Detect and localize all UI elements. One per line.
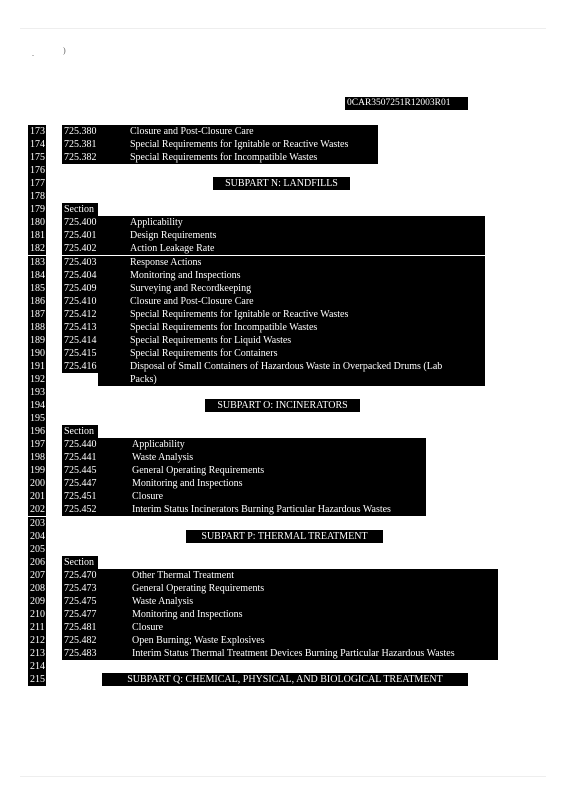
- stray-paren-mark: ): [63, 46, 66, 55]
- section-number: 725.451: [64, 491, 97, 502]
- section-title: Special Requirements for Incompatible Wastes: [128, 151, 378, 164]
- section-title: Closure: [130, 490, 426, 503]
- row-fill: [98, 503, 130, 516]
- section-number: 725.482: [64, 635, 97, 646]
- section-number: 725.380: [64, 126, 97, 137]
- row-fill: [98, 256, 128, 269]
- scan-edge-top: [20, 28, 546, 29]
- section-title: Closure and Post-Closure Care: [128, 125, 378, 138]
- row-fill: [98, 582, 130, 595]
- section-title: Response Actions: [128, 256, 485, 269]
- section-number: 725.447: [64, 478, 97, 489]
- row-fill: [98, 125, 128, 138]
- section-number: 725.400: [64, 217, 97, 228]
- section-number: 725.410: [64, 296, 97, 307]
- line-number: 173: [30, 126, 45, 137]
- row-fill: [98, 595, 130, 608]
- section-title: Waste Analysis: [130, 595, 498, 608]
- section-title: Special Requirements for Ignitable or Reactive Wastes: [128, 138, 378, 151]
- row-fill: [98, 490, 130, 503]
- row-fill: [98, 321, 128, 334]
- section-number: 725.414: [64, 335, 97, 346]
- line-number: 182: [30, 243, 45, 254]
- row-fill: [98, 269, 128, 282]
- section-title: Open Burning; Waste Explosives: [130, 634, 498, 647]
- section-title: Special Requirements for Liquid Wastes: [128, 334, 485, 347]
- line-number: 184: [30, 270, 45, 281]
- row-fill: [98, 138, 128, 151]
- line-number: 183: [30, 257, 45, 268]
- row-fill: [98, 464, 130, 477]
- section-title: Applicability: [130, 438, 426, 451]
- section-number: 725.401: [64, 230, 97, 241]
- section-title: General Operating Requirements: [130, 464, 426, 477]
- subpart-heading: SUBPART P: THERMAL TREATMENT: [186, 530, 383, 543]
- line-number: 202: [30, 504, 45, 515]
- subpart-heading: SUBPART Q: CHEMICAL, PHYSICAL, AND BIOLOGICAL TREATMENT: [102, 673, 468, 686]
- document-id: 0CAR3507251R12003R01: [345, 97, 468, 110]
- row-fill: [98, 608, 130, 621]
- line-number: 193: [30, 387, 45, 398]
- line-number: 203: [30, 518, 45, 529]
- line-number: 179: [30, 204, 45, 215]
- section-number: 725.440: [64, 439, 97, 450]
- row-fill: [98, 347, 128, 360]
- line-number: 188: [30, 322, 45, 333]
- row-fill: [98, 295, 128, 308]
- line-number: 208: [30, 583, 45, 594]
- line-number: 209: [30, 596, 45, 607]
- section-number: 725.404: [64, 270, 97, 281]
- row-fill: [98, 647, 130, 660]
- section-title: Closure: [130, 621, 498, 634]
- row-fill: [98, 621, 130, 634]
- line-number: 187: [30, 309, 45, 320]
- row-fill: [98, 569, 130, 582]
- section-column-label: Section: [62, 425, 98, 438]
- line-number: 175: [30, 152, 45, 163]
- section-title: Disposal of Small Containers of Hazardous Waste in Overpacked Drums (Lab: [128, 360, 485, 373]
- line-number: 204: [30, 531, 45, 542]
- section-number: 725.409: [64, 283, 97, 294]
- section-number: 725.475: [64, 596, 97, 607]
- line-number: 200: [30, 478, 45, 489]
- line-number: 185: [30, 283, 45, 294]
- row-fill: [98, 216, 128, 229]
- line-number: 210: [30, 609, 45, 620]
- section-number: 725.477: [64, 609, 97, 620]
- row-fill: [98, 308, 128, 321]
- subpart-heading: SUBPART O: INCINERATORS: [205, 399, 360, 412]
- row-fill: [98, 334, 128, 347]
- section-number: 725.481: [64, 622, 97, 633]
- line-number: 211: [30, 622, 45, 633]
- section-title: Interim Status Incinerators Burning Particular Hazardous Wastes: [130, 503, 426, 516]
- section-number: 725.403: [64, 257, 97, 268]
- section-title: Special Requirements for Incompatible Wastes: [128, 321, 485, 334]
- line-number: 214: [30, 661, 45, 672]
- scan-edge-bottom: [20, 776, 546, 777]
- row-fill: [98, 151, 128, 164]
- section-number: 725.416: [64, 361, 97, 372]
- section-title: Design Requirements: [128, 229, 485, 242]
- line-number: 180: [30, 217, 45, 228]
- section-title: Interim Status Thermal Treatment Devices Burning Particular Hazardous Wastes: [130, 647, 498, 660]
- line-number: 178: [30, 191, 45, 202]
- row-fill: [98, 360, 128, 373]
- line-number: 181: [30, 230, 45, 241]
- section-number: 725.402: [64, 243, 97, 254]
- section-number: 725.381: [64, 139, 97, 150]
- line-number: 201: [30, 491, 45, 502]
- row-fill: [98, 438, 130, 451]
- section-title: Action Leakage Rate: [128, 242, 485, 255]
- section-number: 725.413: [64, 322, 97, 333]
- stray-dot-mark: .: [32, 49, 34, 58]
- line-number: 206: [30, 557, 45, 568]
- section-column-label: Section: [62, 556, 98, 569]
- line-number: 192: [30, 374, 45, 385]
- section-title: Closure and Post-Closure Care: [128, 295, 485, 308]
- section-title: Applicability: [128, 216, 485, 229]
- line-number: 195: [30, 413, 45, 424]
- line-number: 199: [30, 465, 45, 476]
- section-number: 725.483: [64, 648, 97, 659]
- line-number: 213: [30, 648, 45, 659]
- line-number: 189: [30, 335, 45, 346]
- line-number: 197: [30, 439, 45, 450]
- row-fill: [98, 282, 128, 295]
- section-title: Other Thermal Treatment: [130, 569, 498, 582]
- section-column-label: Section: [62, 203, 98, 216]
- row-fill: [98, 451, 130, 464]
- line-number: 190: [30, 348, 45, 359]
- section-title: Waste Analysis: [130, 451, 426, 464]
- line-number: 194: [30, 400, 45, 411]
- line-number: 176: [30, 165, 45, 176]
- subpart-heading: SUBPART N: LANDFILLS: [213, 177, 350, 190]
- section-title: Surveying and Recordkeeping: [128, 282, 485, 295]
- row-fill: [98, 373, 128, 386]
- section-number: 725.412: [64, 309, 97, 320]
- line-number: 205: [30, 544, 45, 555]
- section-title: Packs): [128, 373, 485, 386]
- section-title: Special Requirements for Containers: [128, 347, 485, 360]
- section-number: 725.382: [64, 152, 97, 163]
- line-number: 196: [30, 426, 45, 437]
- line-number: 198: [30, 452, 45, 463]
- section-number: 725.470: [64, 570, 97, 581]
- row-fill: [98, 242, 128, 255]
- section-title: General Operating Requirements: [130, 582, 498, 595]
- line-number: 215: [30, 674, 45, 685]
- section-title: Monitoring and Inspections: [130, 608, 498, 621]
- section-number: 725.452: [64, 504, 97, 515]
- section-title: Special Requirements for Ignitable or Reactive Wastes: [128, 308, 485, 321]
- line-number: 174: [30, 139, 45, 150]
- line-number: 191: [30, 361, 45, 372]
- section-number: 725.441: [64, 452, 97, 463]
- section-title: Monitoring and Inspections: [128, 269, 485, 282]
- row-fill: [98, 634, 130, 647]
- section-number: 725.445: [64, 465, 97, 476]
- section-number: 725.415: [64, 348, 97, 359]
- row-fill: [98, 229, 128, 242]
- line-number: 212: [30, 635, 45, 646]
- section-number: 725.473: [64, 583, 97, 594]
- line-number: 186: [30, 296, 45, 307]
- line-number: 177: [30, 178, 45, 189]
- row-fill: [98, 477, 130, 490]
- line-number: 207: [30, 570, 45, 581]
- section-title: Monitoring and Inspections: [130, 477, 426, 490]
